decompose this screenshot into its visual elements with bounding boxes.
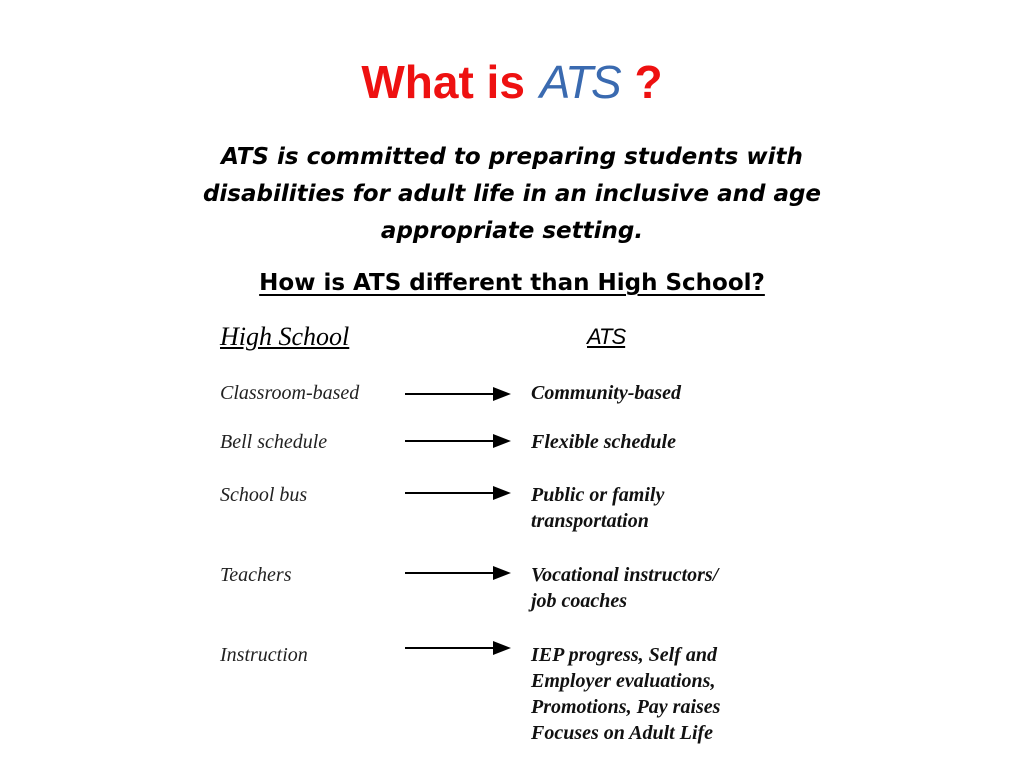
row-ats-line: Employer evaluations,	[531, 670, 716, 692]
title-acronym: ATS	[539, 56, 620, 108]
mission-statement: ATS is committed to preparing students with disabilities for adult life in an inclusive and age appropriate setting.	[202, 144, 822, 244]
row-ats-line: Focuses on Adult Life	[531, 722, 714, 744]
row-ats-line: Community-based	[531, 382, 682, 404]
row-ats-item	[531, 429, 676, 455]
row-ats-line: Promotions, Pay raises	[531, 696, 721, 718]
row-ats-item	[531, 642, 720, 746]
row-ats-line: Flexible schedule	[531, 431, 676, 453]
row-high-school-item: Instruction	[220, 644, 308, 666]
title-suffix: ?	[621, 56, 663, 108]
row-ats-line: transportation	[531, 510, 649, 532]
right-arrow-icon	[405, 641, 511, 655]
row-ats-item	[531, 380, 681, 406]
row-ats-line: IEP progress, Self and	[531, 644, 717, 666]
comparison-heading: How is ATS different than High School?	[259, 270, 765, 296]
row-ats-item	[531, 562, 718, 614]
right-arrow-icon	[405, 434, 511, 448]
right-arrow-icon	[405, 387, 511, 401]
row-ats-line: Public or family	[531, 484, 665, 506]
column-header-ats: ATS	[587, 324, 626, 349]
row-high-school-item: School bus	[220, 484, 308, 506]
row-high-school-item: Teachers	[220, 564, 292, 586]
row-ats-line: job coaches	[531, 590, 628, 612]
column-header-high-school: High School	[220, 322, 350, 351]
row-high-school-item: Classroom-based	[220, 382, 360, 404]
row-high-school-item: Bell schedule	[220, 431, 328, 453]
row-ats-item	[531, 482, 664, 534]
title-prefix: What is	[361, 56, 538, 108]
slide-title	[0, 52, 1024, 112]
right-arrow-icon	[405, 486, 511, 500]
right-arrow-icon	[405, 566, 511, 580]
row-ats-line: Vocational instructors/	[531, 564, 719, 586]
